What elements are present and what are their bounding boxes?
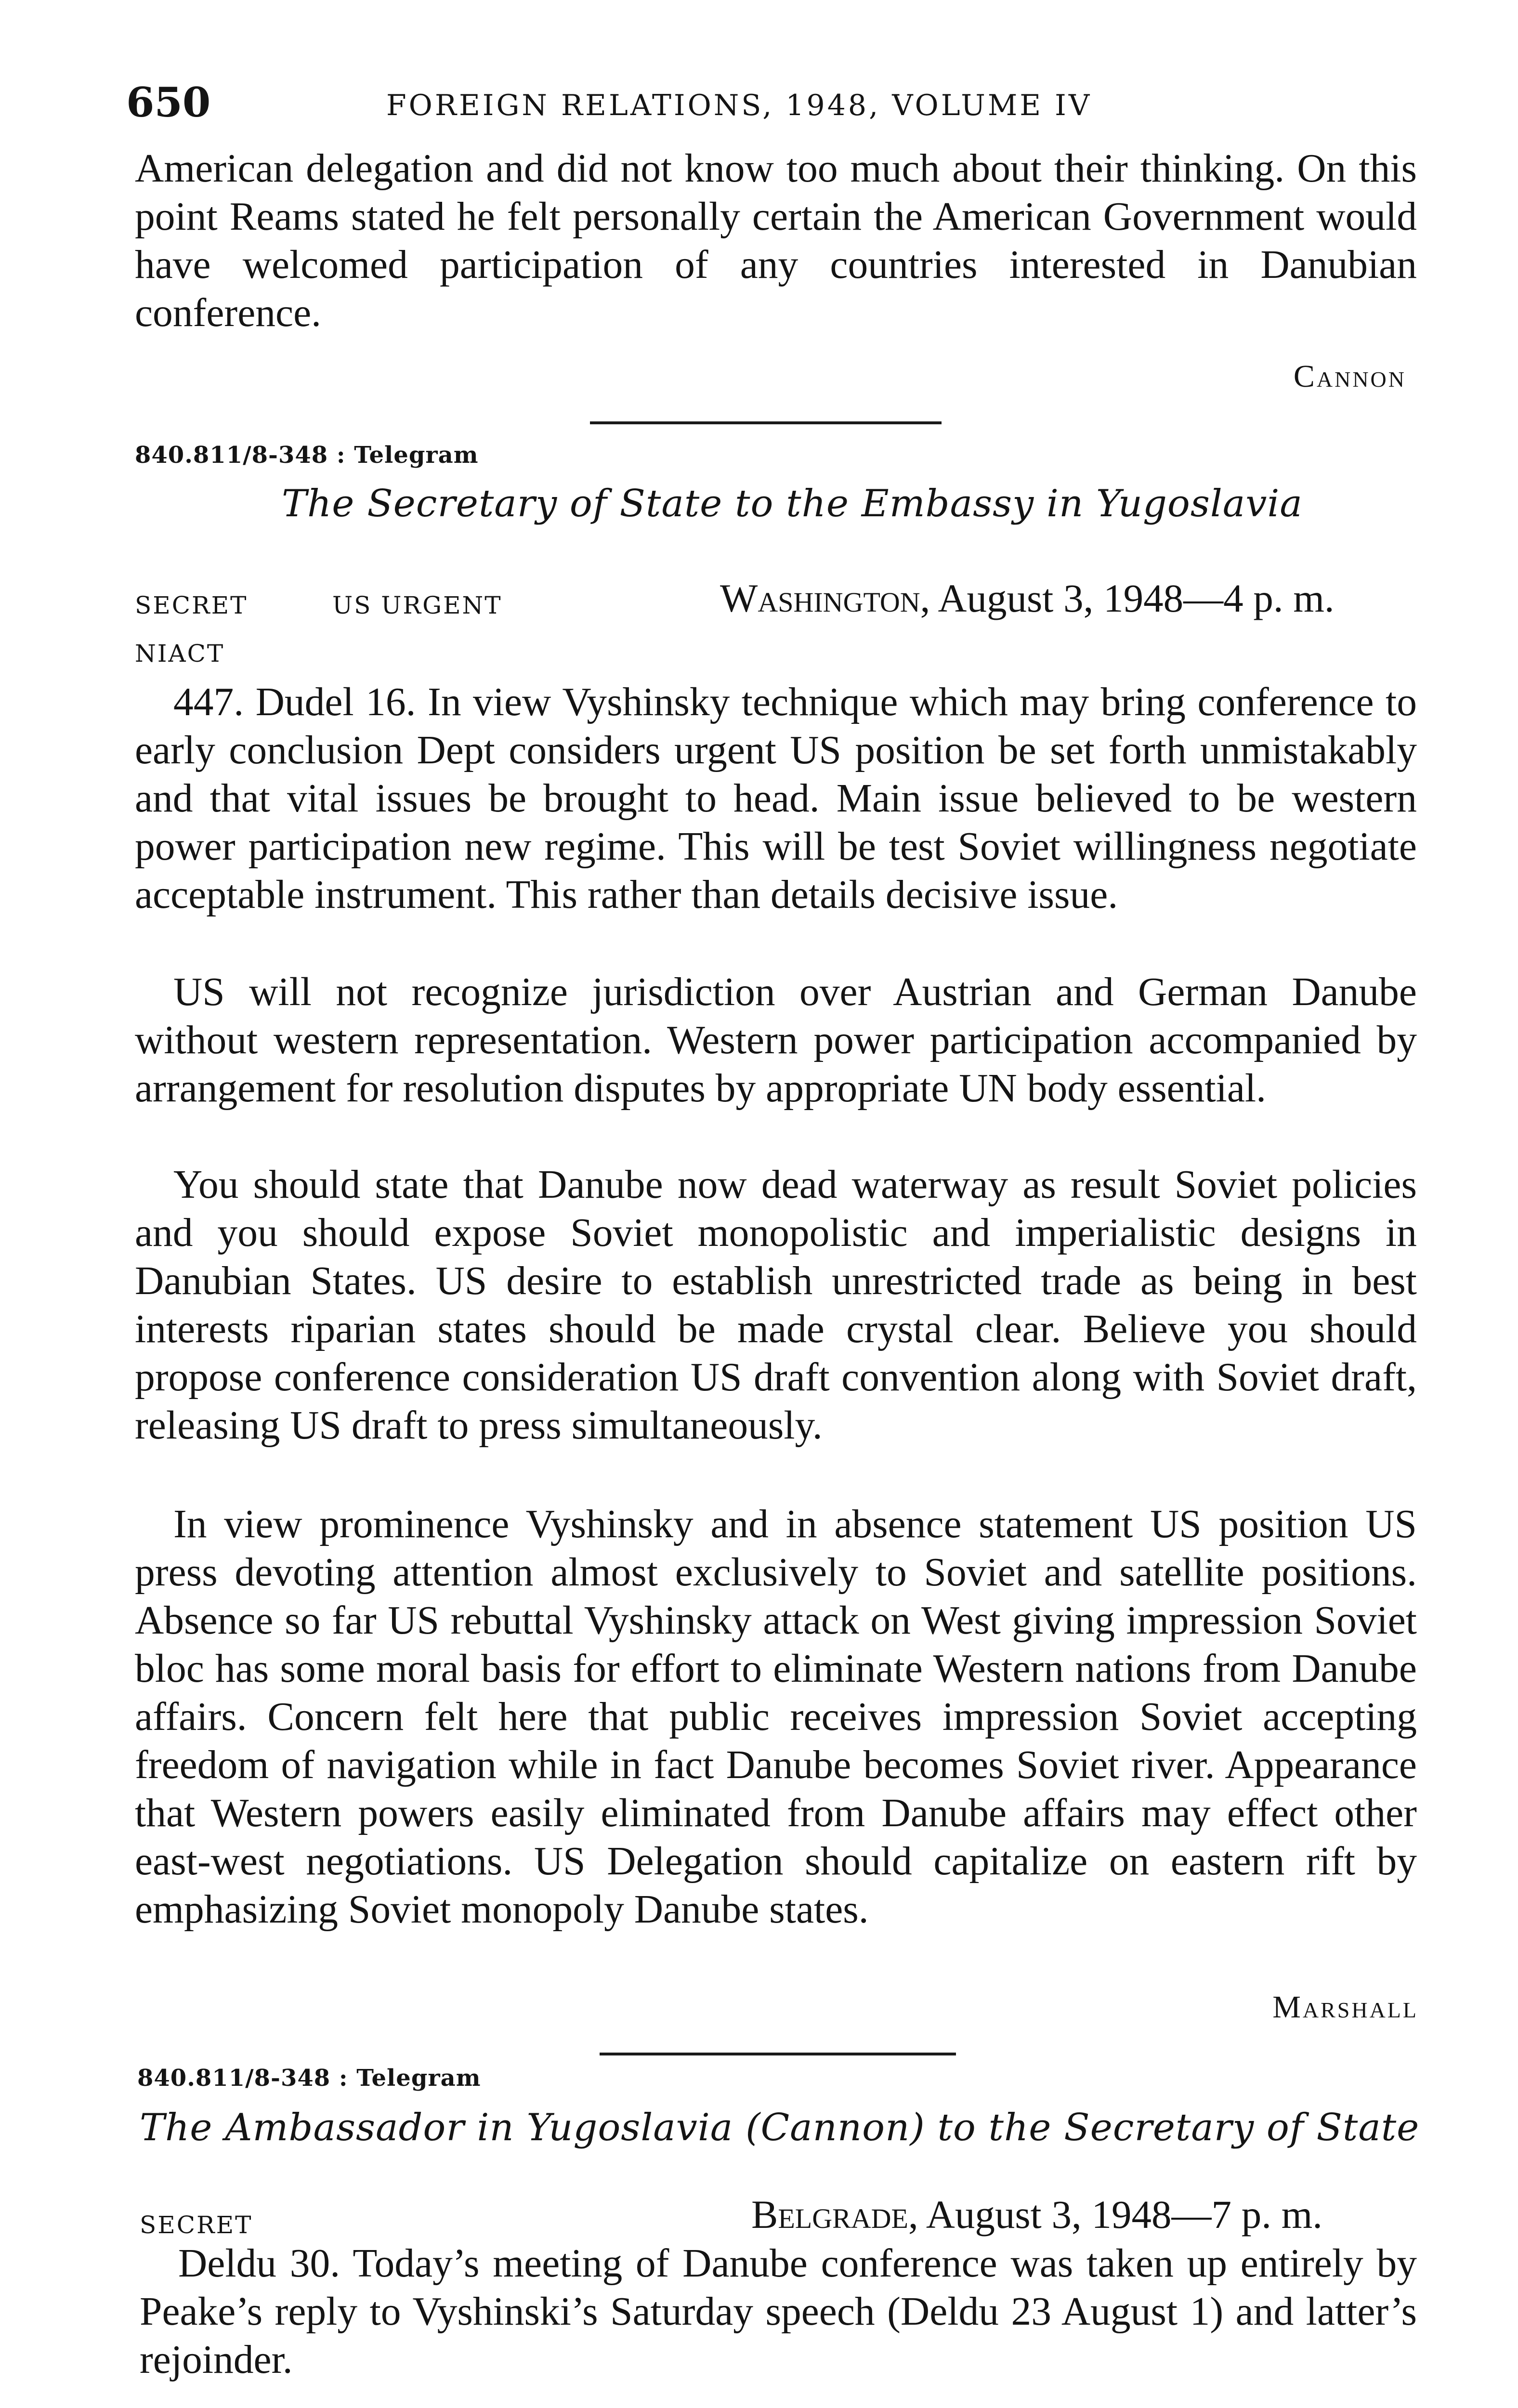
section-divider — [600, 2053, 956, 2055]
file-reference: 840.811/8-348 : Telegram — [135, 442, 479, 469]
dateline-place: Washington — [720, 576, 920, 620]
running-head: FOREIGN RELATIONS, 1948, VOLUME IV — [386, 89, 1092, 122]
dateline — [751, 2190, 1322, 2238]
signature-marshall: Marshall — [1272, 1989, 1418, 2025]
document-title: The Ambassador in Yugoslavia (Cannon) to the Secretary of State — [140, 2106, 1420, 2149]
handling-label: NIACT — [135, 640, 225, 667]
dateline-date: , August 3, 1948—7 p. m. — [908, 2192, 1323, 2237]
classification-label: SECRET — [140, 2211, 253, 2239]
page-header — [126, 76, 1426, 129]
telegram-paragraph-3: You should state that Danube now dead waterway as result Soviet policies and you should expose Soviet monopolistic and imperialistic designs in Danubian States. US desire to establish unrestricted trade as being in best interests riparian states should be made crystal clear. Believe you should propose conference consideration US draft convention along with Soviet draft, releasing US draft to press simultaneously. — [135, 1163, 1417, 1448]
document-title: The Secretary of State to the Embassy in Yugoslavia — [282, 482, 1303, 525]
section-divider — [590, 421, 942, 424]
file-reference: 840.811/8-348 : Telegram — [137, 2065, 481, 2092]
continuation-paragraph: American delegation and did not know too much about their thinking. On this point Reams stated he felt personally certain the American Government would have welcomed participation of any countries interested in Danubian conference. — [135, 146, 1417, 335]
signature-cannon: Cannon — [1293, 359, 1406, 394]
telegram-paragraph-5: Deldu 30. Today’s meeting of Danube conference was taken up entirely by Peake’s reply to Vyshinski’s Saturday speech (Deldu 23 August 1) and latter’s rejoinder. — [140, 2241, 1417, 2382]
page-number: 650 — [126, 79, 211, 126]
priority-label: US URGENT — [332, 591, 502, 619]
telegram-paragraph-1: 447. Dudel 16. In view Vyshinsky technique which may bring conference to early conclusion Dept considers urgent US position be set forth unmistakably and that vital issues be brought to head. Main issue believed to be western power participation new regime. This will be test Soviet willingness negotiate acceptable instrument. This rather than details decisive issue. — [135, 680, 1417, 917]
dateline — [720, 574, 1335, 622]
classification-label: SECRET — [135, 591, 248, 619]
dateline-place: Belgrade — [751, 2192, 908, 2237]
dateline-date: , August 3, 1948—4 p. m. — [920, 576, 1335, 620]
telegram-paragraph-2: US will not recognize jurisdiction over Austrian and German Danube without western representation. Western power participation accompanied by arrangement for resolution disputes by appropriate UN body essential. — [135, 970, 1417, 1111]
telegram-paragraph-4: In view prominence Vyshinsky and in absence statement US position US press devoting attention almost exclusively to Soviet and satellite positions. Absence so far US rebuttal Vyshinsky attack on West giving impression Soviet bloc has some moral basis for effort to eliminate Western nations from Danube affairs. Concern felt here that public receives impression Soviet accepting freedom of navigation while in fact Danube becomes Soviet river. Appearance that Western powers easily eliminated from Danube affairs may effect other east-west negotiations. US Delegation should capitalize on eastern rift by emphasizing Soviet monopoly Danube states. — [135, 1502, 1417, 1932]
